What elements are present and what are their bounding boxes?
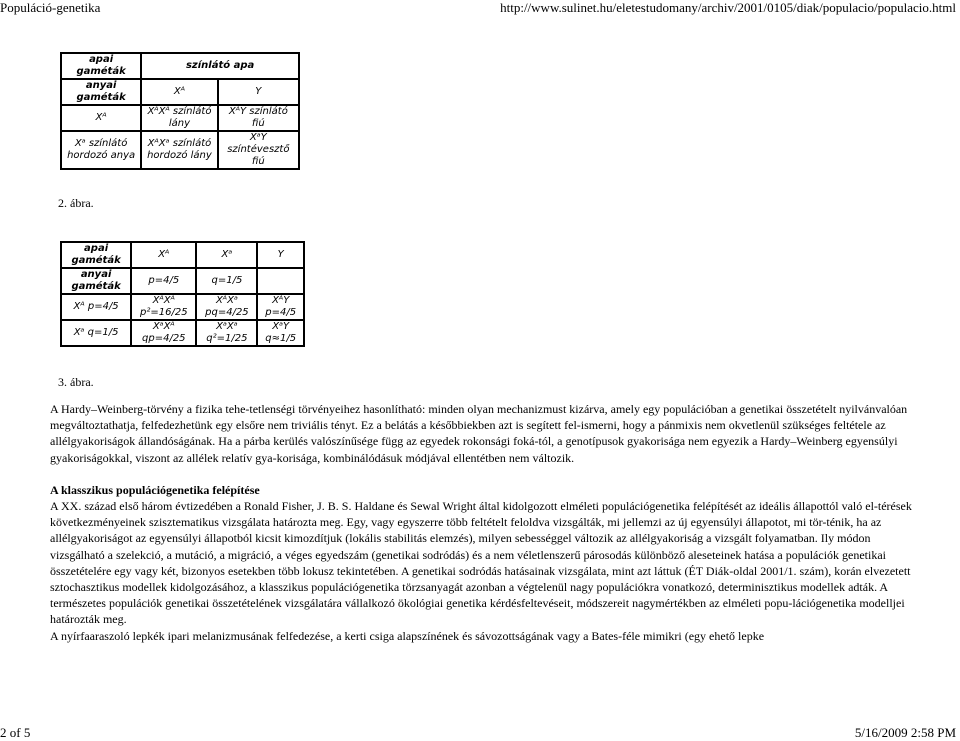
page-number: 2 of 5	[0, 725, 31, 740]
print-datetime: 5/16/2009 2:58 PM	[854, 725, 956, 740]
table-cell: XᵃY q≈1/5	[257, 320, 304, 346]
table-cell: Xᴬ	[131, 242, 196, 268]
paragraph: A XX. század első három évtizedében a Ronald Fisher, J. B. S. Haldane és Sewal Wright által kidolgozott elméleti populációgenetika felépítését az ideális állapottól való el-térések következményeinek szisztematikus vizsgálata határozta meg. Egy, vagy egyszerre több feltételt feloldva vizsgálták, mi jellemzi az új egyensúlyi állapotot, mi tör-ténik, ha az allélgyakoriságot az egyensúlyi állapotból kicsit kimozdítjuk (lokális stabilitás elemzés), milyen sebességgel változik az allélgyakoriság a vizsgált folyamatban. Ily módon vizsgálható a szelekció, a mutáció, a migráció, a véges egyedszám (genetikai sodródás) és a nem véletlenszerű párosodás különböző aleseteinek hatása a populációk genetikai összetételére egy vagy két, bizonyos esetekben több lokusz tekintetében. A genetikai sodródás hatásainak vizsgálata, mint azt láttuk (ÉT Diák-oldal 2001/1. szám), korán elvezetett sztochasztikus modellek kidolgozásához, a klasszikus populációgenetika törzsanyagát azonban a végtelenül nagy populációkra vonatkozó, determinisztikus modellek adták. A természetes populációk genetikai összetételének vizsgálatára vállalkozó ökológiai genetika kérdésfeltevéseit, módszereit nagymértékben az elméleti popu-lációgenetika modelljei határozták meg.	[50, 499, 912, 627]
table-cell: XᵃY színtévesztő fiú	[218, 131, 299, 169]
table-cell: XᴬXᵃ pq=4/25	[196, 294, 257, 320]
section-heading: A klasszikus populációgenetika felépítése	[50, 482, 260, 497]
table-cell: Y	[218, 79, 299, 105]
table-cell: XᴬY p=4/5	[257, 294, 304, 320]
table-cell: Y	[257, 242, 304, 268]
table-cell: p=4/5	[131, 268, 196, 294]
table-cell: XᵃXᵃ q²=1/25	[196, 320, 257, 346]
table-cell: anyai gaméták	[61, 268, 131, 294]
figure-caption-3: 3. ábra.	[58, 375, 94, 389]
table-cell	[257, 268, 304, 294]
table-cell: XᴬXᴬ p²=16/25	[131, 294, 196, 320]
page-header-title: Populáció-genetika	[0, 0, 101, 15]
table-cell: XᴬXᵃ színlátó hordozó lány	[141, 131, 217, 169]
table-cell: anyai gaméták	[61, 79, 141, 105]
table-cell: Xᴬ	[141, 79, 217, 105]
figure-caption-2: 2. ábra.	[58, 196, 94, 210]
table-cell: Xᴬ p=4/5	[61, 294, 131, 320]
gamete-table-2	[60, 241, 305, 347]
table-cell: apai gaméták	[61, 53, 141, 79]
table-cell: XᵃXᴬ qp=4/25	[131, 320, 196, 346]
paragraph: A nyírfaaraszoló lepkék ipari melanizmusának felfedezése, a kerti csiga alapszínének és sávozottságának vagy a Bates-féle mimikri (egy ehető lepke	[50, 628, 765, 643]
table-cell: XᴬY színlátó fiú	[218, 105, 299, 131]
article-body	[50, 401, 914, 644]
table-cell: XᴬXᴬ színlátó lány	[141, 105, 217, 131]
gamete-table-1	[60, 52, 300, 170]
page-header-url: http://www.sulinet.hu/eletestudomany/archiv/2001/0105/diak/populacio/populacio.html	[500, 0, 956, 15]
table-cell: színlátó apa	[141, 53, 299, 79]
table-cell: Xᵃ	[196, 242, 257, 268]
table-cell: apai gaméták	[61, 242, 131, 268]
table-cell: q=1/5	[196, 268, 257, 294]
table-cell: Xᵃ színlátó hordozó anya	[61, 131, 141, 169]
paragraph: A Hardy–Weinberg-törvény a fizika tehe-tetlenségi törvényeihez hasonlítható: minden olyan mechanizmust kizárva, amely egy populációban a genetikai összetételt nyilvánvalóan megváltoztathatja, felfedezhetünk egy elsőre nem triviális tényt. Ez a belátás a későbbiekben azt is segített fel-ismerni, hogy a pánmixis nem okvetlenül szükséges feltétele az allélgyakoriságok állandóságának. Ha a párba kerülés valószínűsége függ az egyedek rokonsági foká-tól, a genotípusok gyakorisága nem egyezik a Hardy–Weinberg egyensúlyi gyakoriságokkal, viszont az allélek relatív gya-korisága, kombinálódásuk módjával ellentétben nem változik.	[50, 402, 908, 465]
table-cell: Xᴬ	[61, 105, 141, 131]
table-cell: Xᵃ q=1/5	[61, 320, 131, 346]
